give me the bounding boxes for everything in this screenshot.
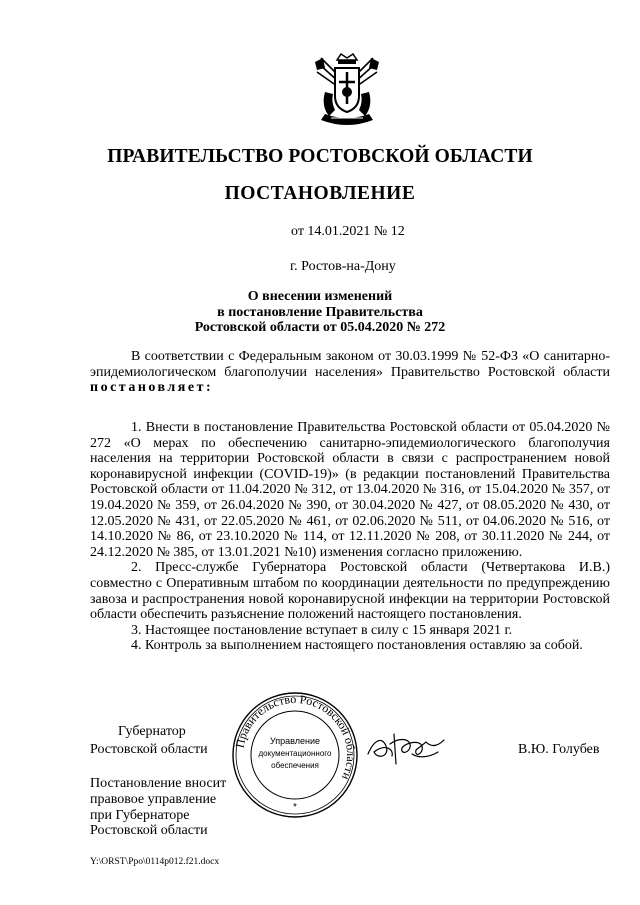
file-path: Y:\ORST\Ppo\0114p012.f21.docx [90,857,220,867]
seal-inner-text: документационного [258,749,332,758]
introduced-by-line: Ростовской области [90,823,208,839]
decree-word: постановляет: [90,380,214,396]
decree-item: 4. Контроль за выполнением настоящего постановления оставляю за собой. [131,638,583,654]
official-seal [230,690,360,820]
decree-item: 1. Внести в постановление Правительства Ростовской области от 05.04.2020 № 272 «О мерах по обеспечению санитарно-эпидемиологического благополучия населения на территории Ростовской области в связи с распространением новой коронавирусной инфекции (COVID-19)» (в редакции постановлений Правительства Ростовской области от 11.04.2020 № 312, от 13.04.2020 № 316, от 15.04.2020 № 357, от 19.04.2020 № 359, от 26.04.2020 № 390, от 30.04.2020 № 427, от 08.05.2020 № 430, от 12.05.2020 № 431, от 22.05.2020 № 461, от 02.06.2020 № 511, от 04.06.2020 № 516, от 14.10.2020 № 86, от 23.10.2020 № 114, от 12.11.2020 № 208, от 30.11.2020 № 244, от 24.12.2020 № 385, от 13.01.2021 №10) изменения согласно приложению. [90,420,610,560]
subject-line: в постановление Правительства [217,304,423,320]
seal-star-icon: * [293,802,297,813]
organization-title: ПРАВИТЕЛЬСТВО РОСТОВСКОЙ ОБЛАСТИ [107,146,533,167]
introduced-by-block [90,776,226,839]
decree-item: 3. Настоящее постановление вступает в силу с 15 января 2021 г. [131,622,513,638]
document-date-number: от 14.01.2021 № 12 [291,224,405,239]
document-subject [0,289,640,336]
handwritten-signature [364,724,454,774]
seal-outer-text: Правительство Ростовской области [232,691,359,783]
subject-line: О внесении изменений [247,289,393,304]
signatory-title-line: Ростовской области [90,742,208,757]
preamble-text: В соответствии с Федеральным законом от 30.03.1999 № 52-ФЗ «О санитарно-эпидемиологическом благополучии населения» Правительство Ростовской области [90,349,610,380]
seal-inner-text: обеспечения [271,761,319,770]
rostov-coat-of-arms-icon [311,52,383,130]
signatory-name: В.Ю. Голубев [518,742,600,757]
subject-line: Ростовской области от 05.04.2020 № 272 [194,320,446,335]
document-type: ПОСТАНОВЛЕНИЕ [224,183,416,204]
document-city: г. Ростов-на-Дону [290,259,396,274]
introduced-by-line: при Губернаторе [90,807,190,823]
decree-items [90,420,610,654]
signatory-title-line: Губернатор [118,724,186,739]
preamble [90,349,610,396]
introduced-by-line: Постановление вносит [90,776,227,791]
signatory-title [90,723,208,759]
introduced-by-line: правовое управление [90,791,217,807]
seal-inner-text: Управление [269,736,321,746]
decree-item: 2. Пресс-службе Губернатора Ростовской области (Четвертакова И.В.) совместно с Оперативным штабом по координации деятельности по предупреждению завоза и распространения новой коронавирусной инфекции на территории Ростовской области обеспечить разъяснение положений настоящего постановления. [90,560,610,623]
